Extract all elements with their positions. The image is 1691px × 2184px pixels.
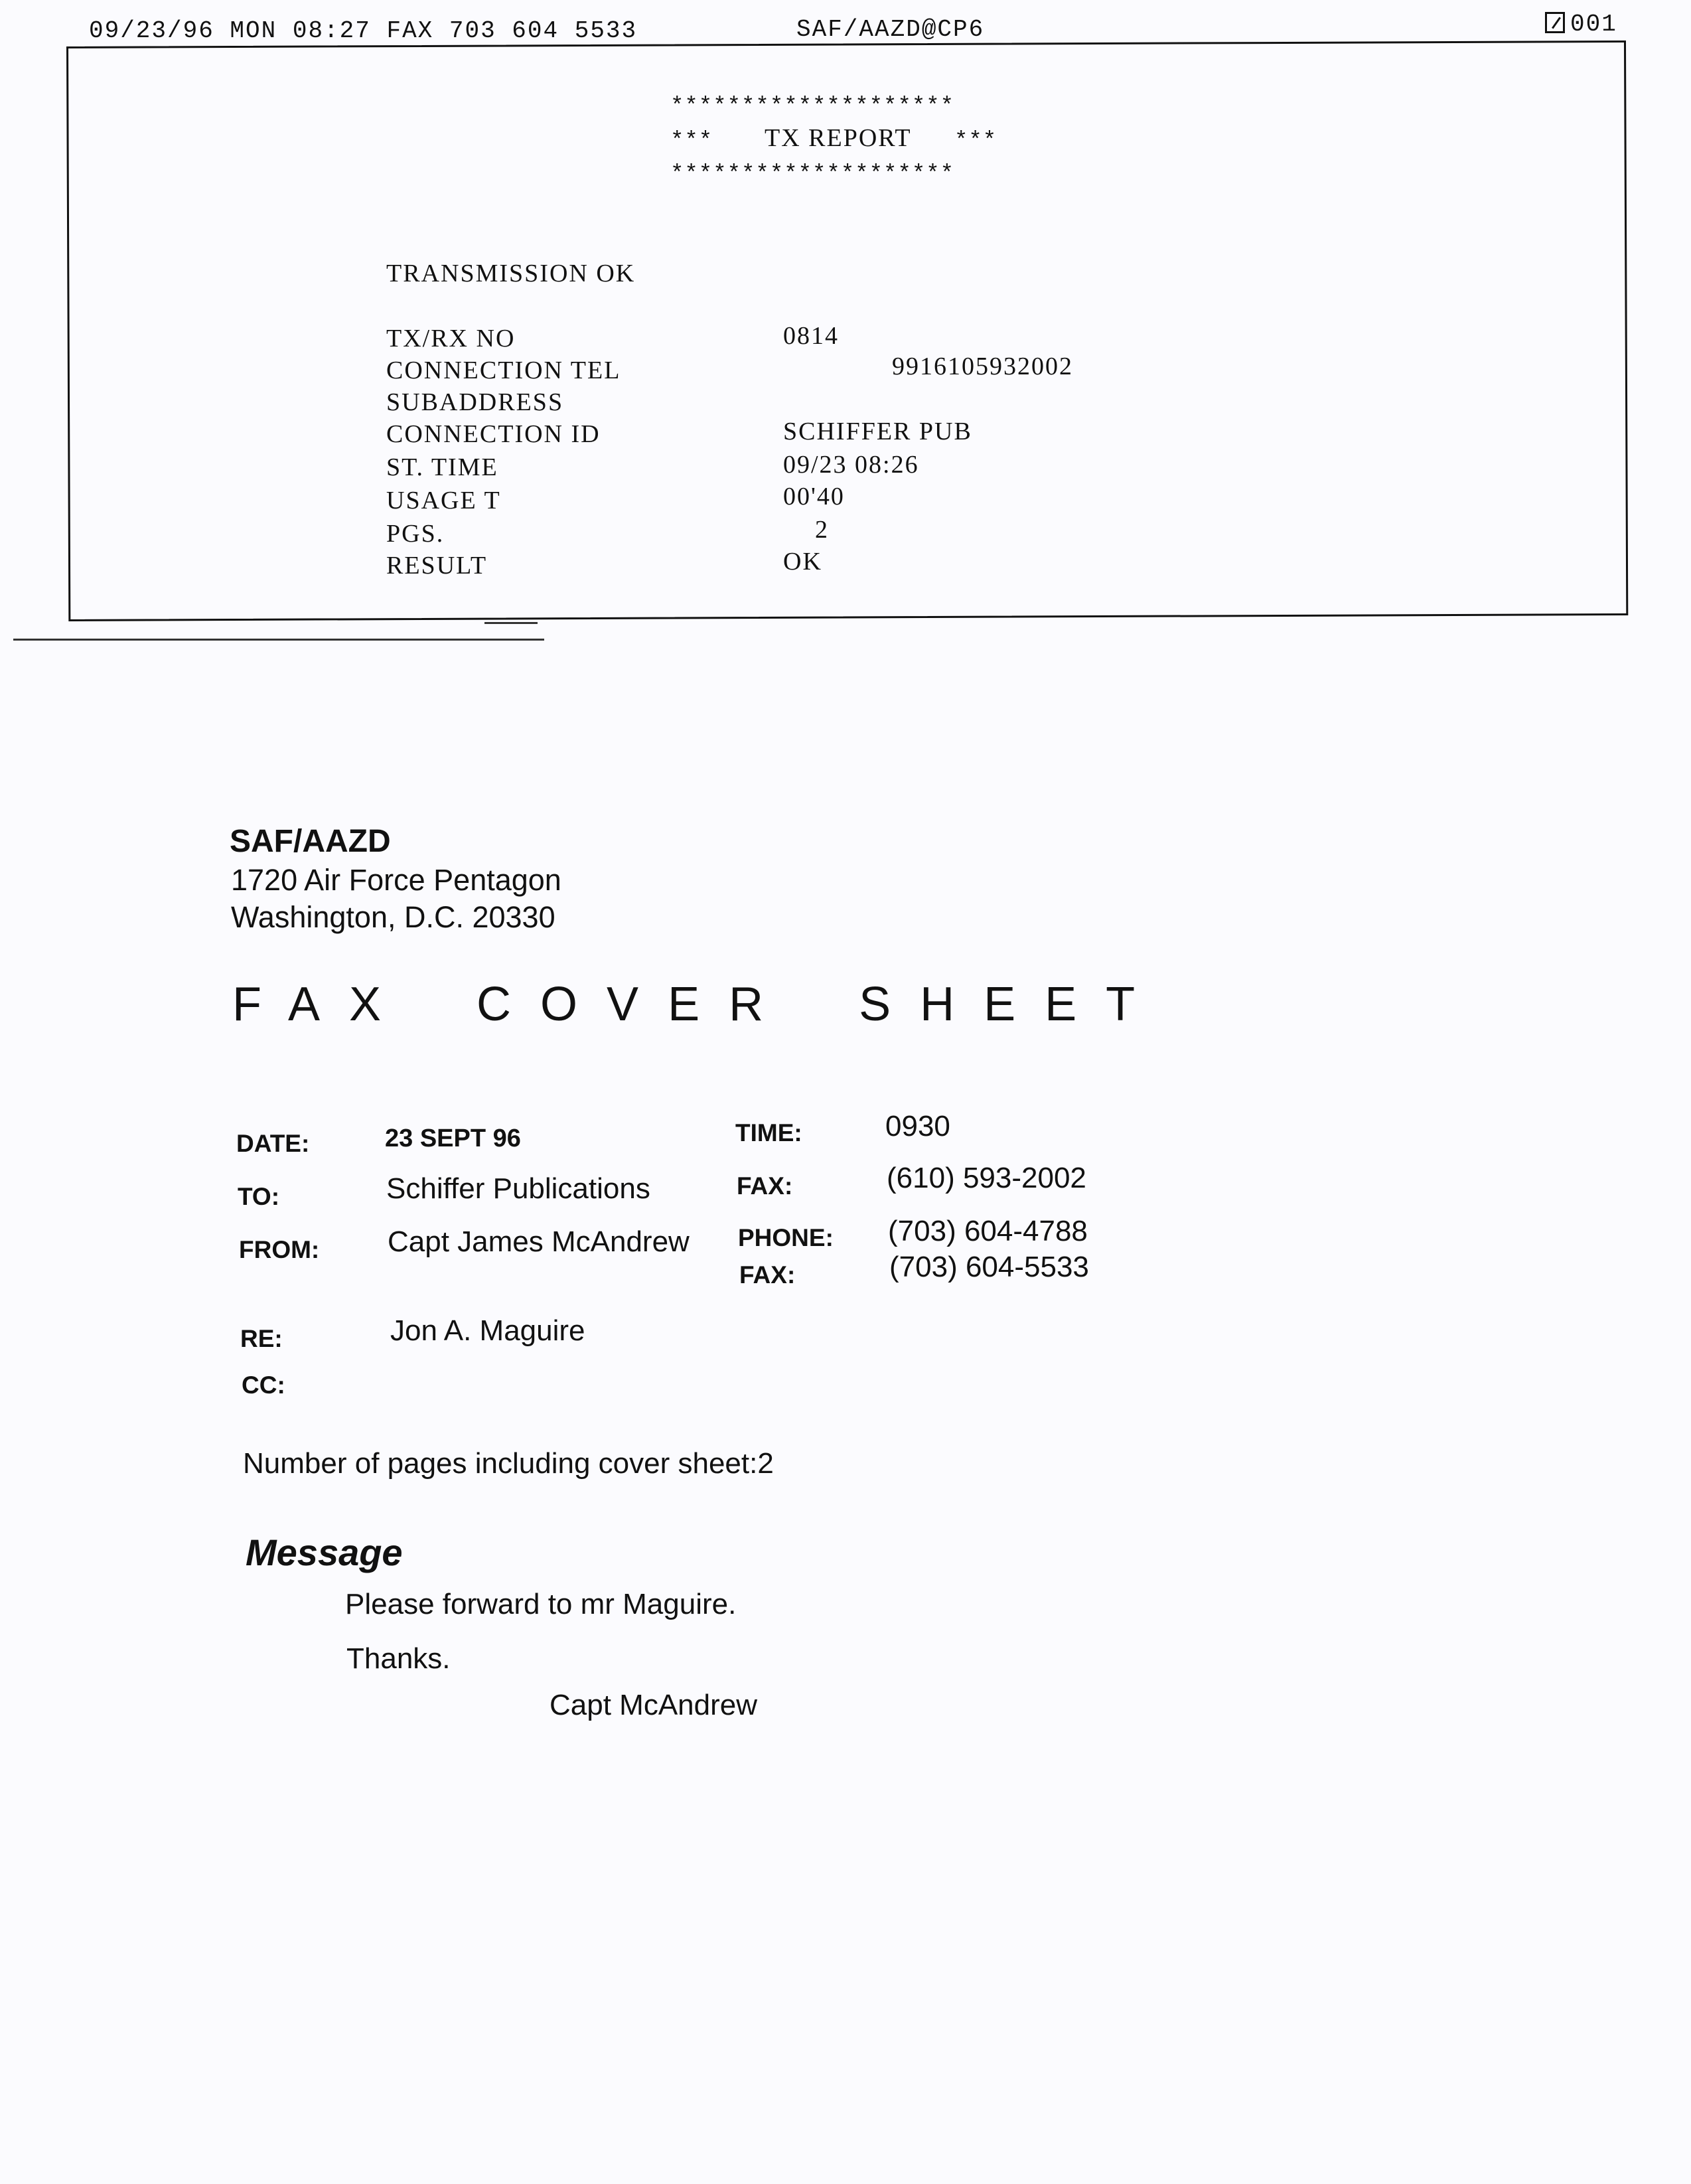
page-count: Number of pages including cover sheet:2 — [243, 1447, 774, 1480]
message-line: Please forward to mr Maguire. — [345, 1588, 737, 1620]
cc-label: CC: — [242, 1371, 285, 1399]
tx-field-value: 09/23 08:26 — [783, 451, 919, 479]
tx-field-value: OK — [783, 548, 822, 576]
org-name: SAF/AAZD — [230, 824, 391, 859]
tx-report-stars-right: *** — [954, 129, 997, 154]
re-label: RE: — [240, 1325, 283, 1352]
tx-field-label: USAGE T — [386, 487, 501, 514]
tx-report-title: TX REPORT — [765, 124, 912, 152]
to-fax-value: (610) 593-2002 — [887, 1162, 1086, 1194]
time-value: 0930 — [885, 1110, 950, 1142]
stamp-icon — [1545, 12, 1565, 33]
fax-header-datetime: 09/23/96 MON 08:27 FAX 703 604 5533 — [89, 17, 638, 44]
tx-field-label: ST. TIME — [386, 453, 498, 481]
message-heading: Message — [246, 1531, 403, 1573]
time-label: TIME: — [735, 1119, 802, 1146]
tx-report-stars-bottom: ******************** — [670, 162, 955, 187]
tx-field-label: TX/RX NO — [386, 325, 516, 352]
fax-header-page-no: 001 — [1570, 11, 1617, 38]
address-line-1: 1720 Air Force Pentagon — [231, 863, 561, 897]
tx-field-label: CONNECTION ID — [386, 420, 601, 448]
tx-report-stars-left: *** — [670, 129, 713, 154]
tx-field-label: SUBADDRESS — [386, 388, 564, 416]
tx-field-value: 9916105932002 — [892, 352, 1073, 380]
tx-field-label: CONNECTION TEL — [386, 356, 621, 384]
to-fax-label: FAX: — [737, 1172, 793, 1200]
date-label: DATE: — [236, 1130, 310, 1157]
tx-field-label: RESULT — [386, 552, 488, 580]
tear-line — [13, 639, 544, 641]
tx-field-label: PGS. — [386, 520, 445, 548]
tx-status: TRANSMISSION OK — [386, 260, 636, 287]
signature: Capt McAndrew — [550, 1689, 758, 1721]
tx-report-stars-top: ******************** — [670, 94, 955, 119]
page-title: FAX COVER SHEET — [232, 978, 1165, 1031]
to-label: TO: — [238, 1183, 280, 1210]
tx-field-value: 0814 — [783, 322, 839, 350]
to-value: Schiffer Publications — [386, 1172, 650, 1205]
from-label: FROM: — [239, 1236, 320, 1263]
tx-field-value: 2 — [815, 516, 829, 544]
phone-value: (703) 604-4788 — [888, 1215, 1088, 1247]
tx-field-value: SCHIFFER PUB — [783, 418, 972, 445]
phone-label: PHONE: — [738, 1224, 834, 1251]
from-value: Capt James McAndrew — [388, 1225, 690, 1258]
date-value: 23 SEPT 96 — [385, 1125, 521, 1152]
address-line-2: Washington, D.C. 20330 — [231, 900, 555, 934]
from-fax-label: FAX: — [739, 1261, 796, 1288]
from-fax-value: (703) 604-5533 — [889, 1251, 1089, 1283]
tx-field-value: 00'40 — [783, 483, 845, 510]
fax-header-station: SAF/AAZD@CP6 — [796, 16, 985, 43]
message-line: Thanks. — [346, 1642, 451, 1675]
tear-line — [484, 622, 538, 624]
re-value: Jon A. Maguire — [390, 1314, 585, 1347]
